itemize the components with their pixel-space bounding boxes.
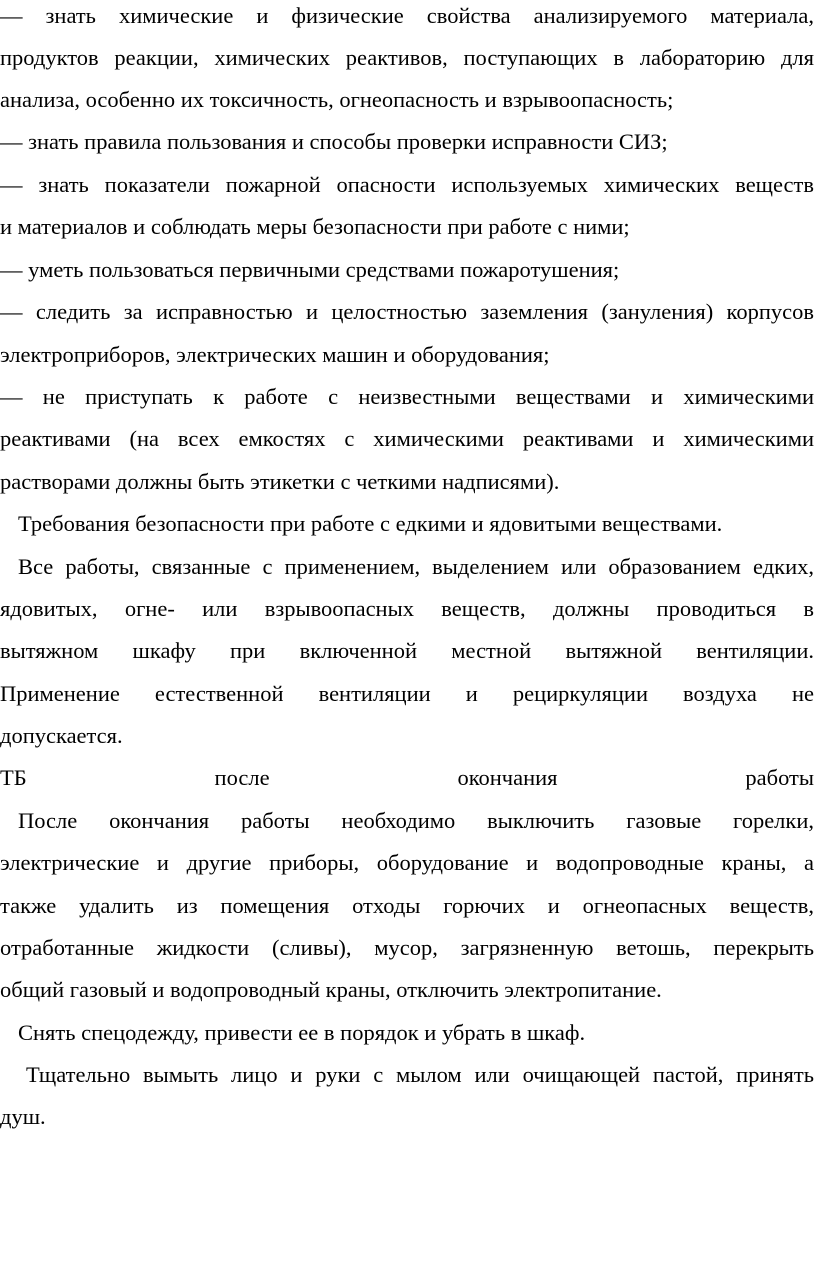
text-line: анализа, особенно их токсичность, огнеопасность и взрывоопасность; (0, 87, 674, 112)
text-line: После окончания работы необходимо выключить газовые горелки, (18, 808, 814, 833)
text-line: — следить за исправностью и целостностью заземления (зануления) корпусов (0, 299, 814, 324)
text-line: Все работы, связанные с применением, выделением или образованием едких, (18, 554, 814, 579)
text-line: Снять спецодежду, привести ее в порядок и убрать в шкаф. (18, 1020, 586, 1045)
text-line: — уметь пользоваться первичными средствами пожаротушения; (0, 257, 620, 282)
text-line: Применение естественной вентиляции и рециркуляции воздуха не (0, 681, 814, 706)
text-line: электроприборов, электрических машин и оборудования; (0, 342, 550, 367)
text-line: Тщательно вымыть лицо и руки с мылом или очищающей пастой, принять (26, 1062, 814, 1087)
text-line: также удалить из помещения отходы горючих и огнеопасных веществ, (0, 893, 814, 918)
text-line: душ. (0, 1104, 46, 1129)
text-line: общий газовый и водопроводный краны, отключить электропитание. (0, 977, 662, 1002)
text-line: отработанные жидкости (сливы), мусор, загрязненную ветошь, перекрыть (0, 935, 814, 960)
text-line: растворами должны быть этикетки с четкими надписями). (0, 469, 560, 494)
text-line: ядовитых, огне- или взрывоопасных веществ, должны проводиться в (0, 596, 814, 621)
text-line: — знать показатели пожарной опасности используемых химических веществ (0, 172, 814, 197)
section-heading: Требования безопасности при работе с едкими и ядовитыми веществами. (18, 511, 723, 536)
text-line: — знать химические и физические свойства анализируемого материала, (0, 3, 814, 28)
text-line: продуктов реакции, химических реактивов, поступающих в лабораторию для (0, 45, 814, 70)
text-line: и материалов и соблюдать меры безопасности при работе с ними; (0, 214, 630, 239)
text-line: — не приступать к работе с неизвестными веществами и химическими (0, 384, 814, 409)
text-line: вытяжном шкафу при включенной местной вытяжной вентиляции. (0, 638, 814, 663)
text-line: допускается. (0, 723, 123, 748)
text-line: реактивами (на всех емкостях с химическими реактивами и химическими (0, 426, 814, 451)
section-heading: ТБ после окончания работы (0, 765, 814, 790)
text-line: электрические и другие приборы, оборудование и водопроводные краны, а (0, 850, 814, 875)
text-line: — знать правила пользования и способы проверки исправности СИЗ; (0, 129, 668, 154)
